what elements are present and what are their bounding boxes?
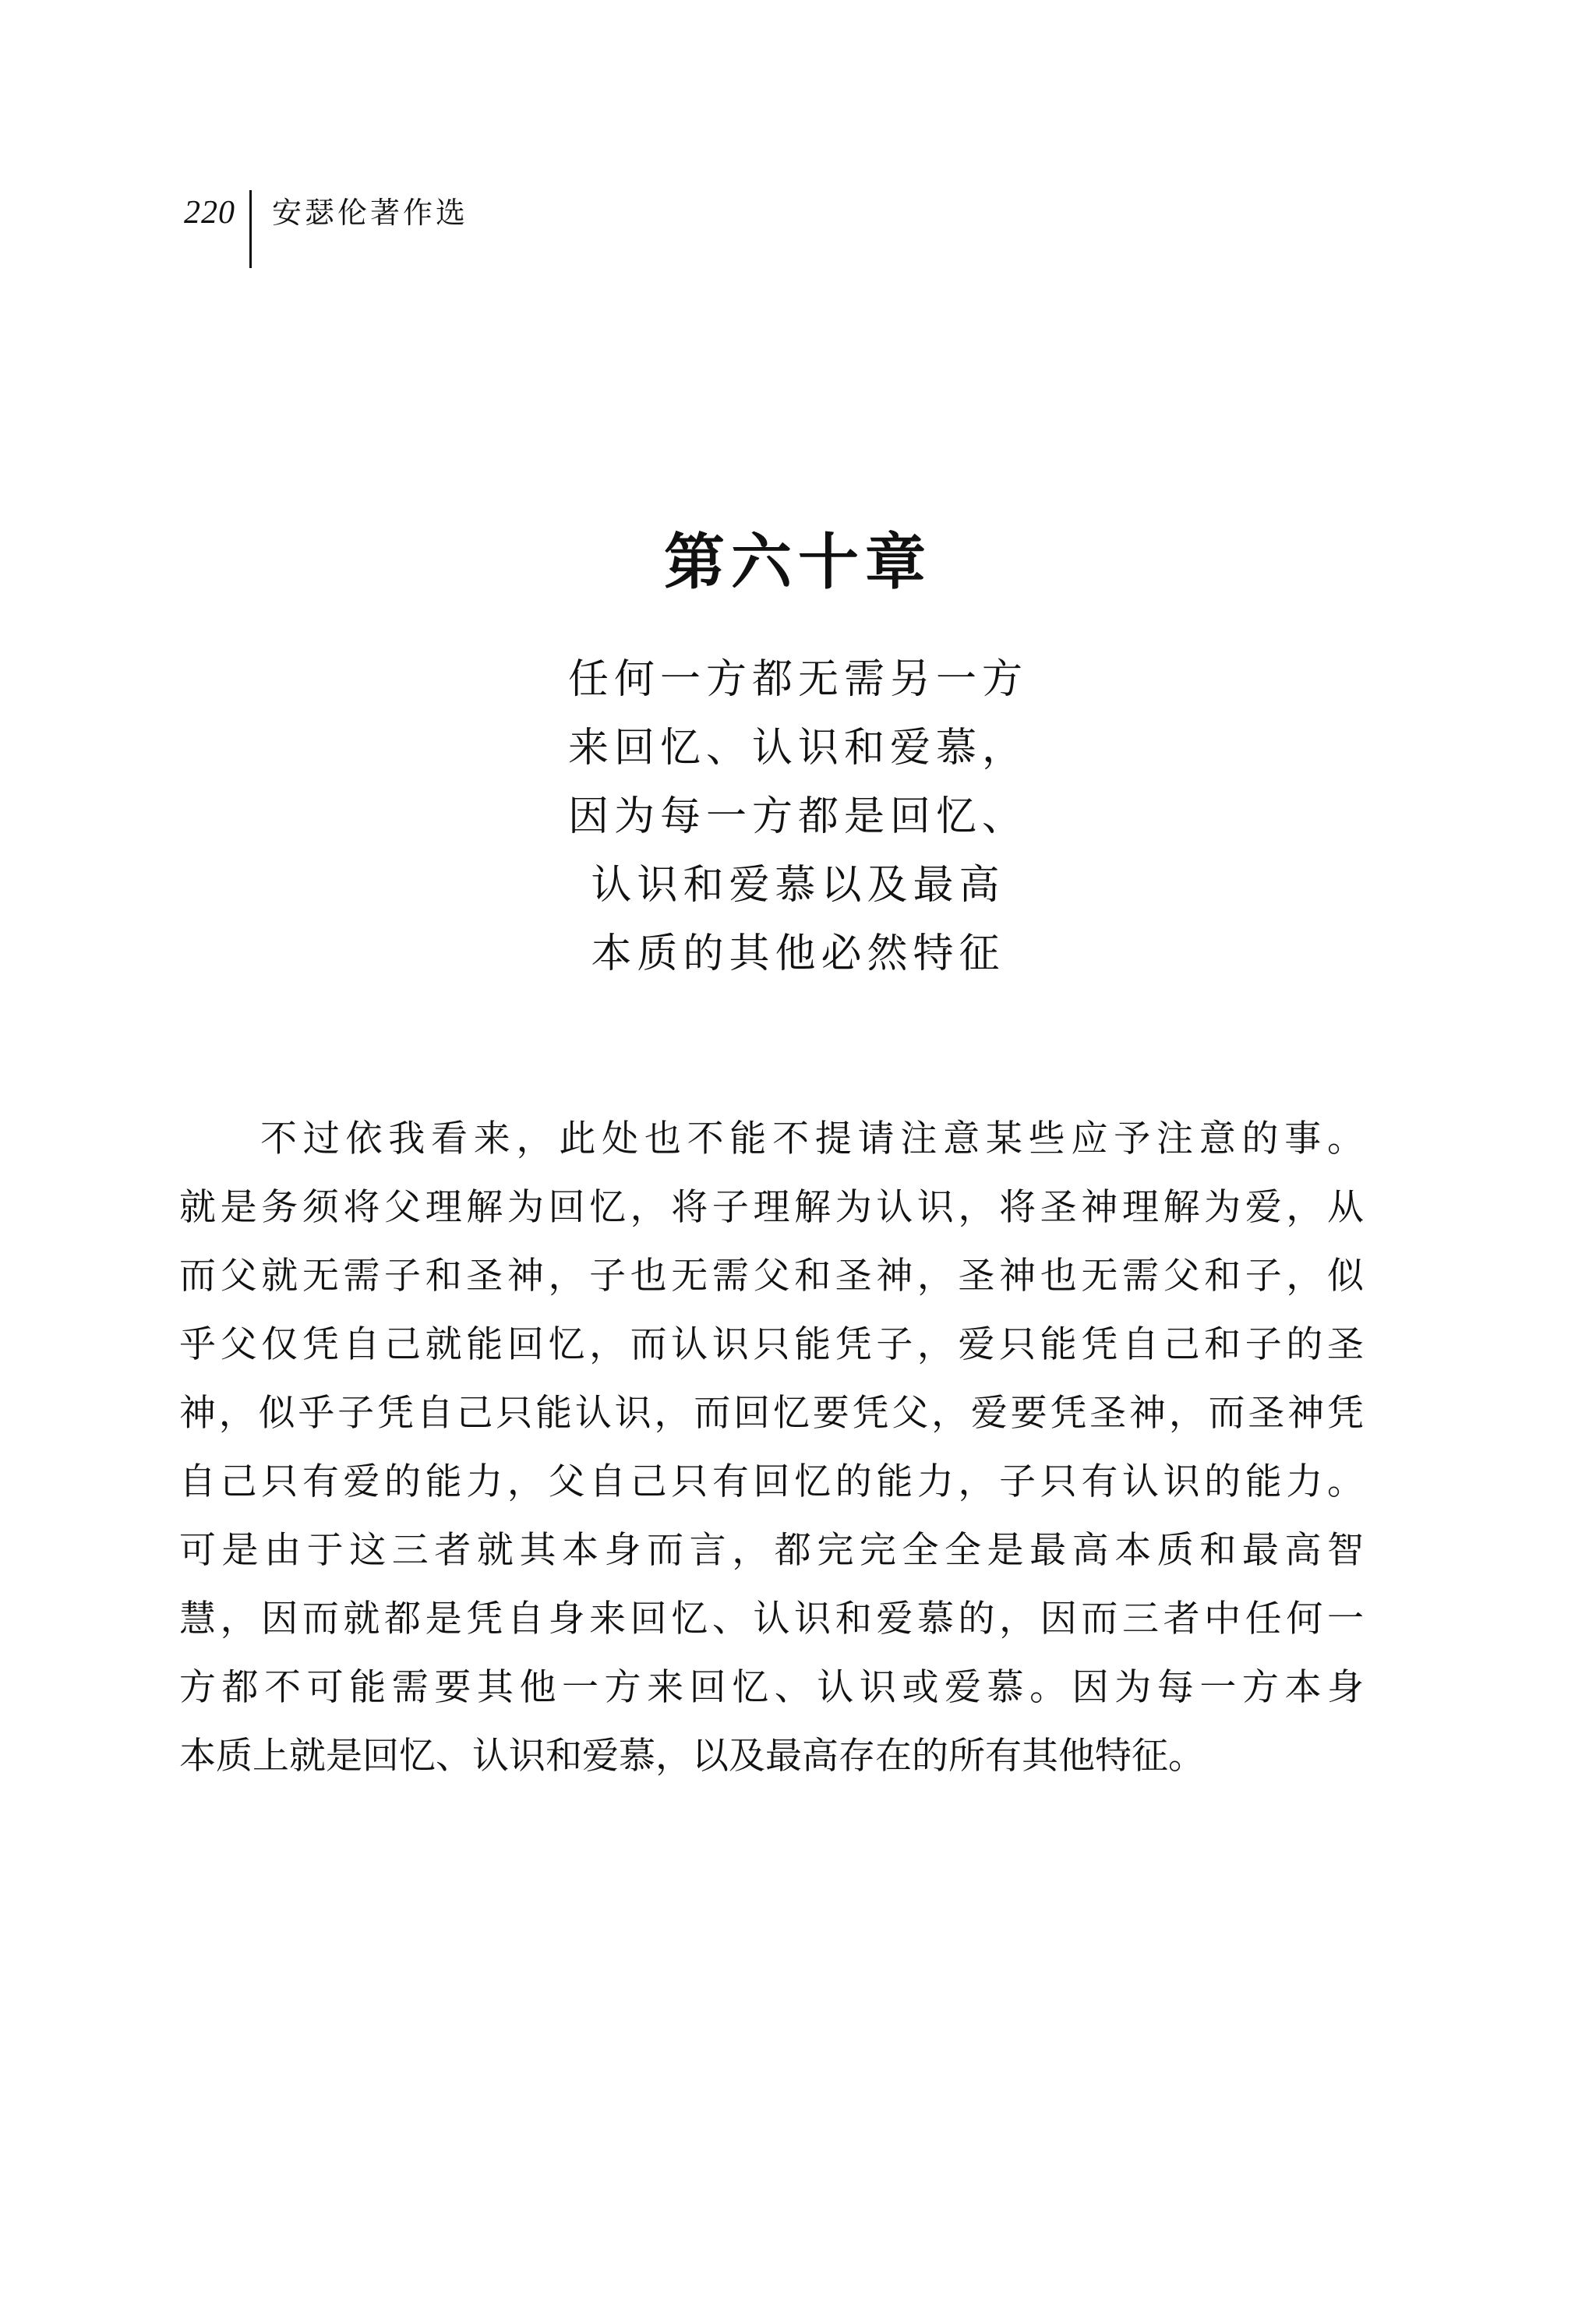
running-header: [184, 190, 468, 268]
subtitle-line: 来回忆、认识和爱慕，: [567, 725, 1028, 772]
body-line: 就是务须将父理解为回忆，将子理解为认识，将圣神理解为爱，从: [179, 1186, 1364, 1229]
chapter-subtitle: [0, 645, 1596, 988]
book-title: 安瑟伦著作选: [272, 196, 469, 230]
body-line: 本质上就是回忆、认识和爱慕，以及最高存在的所有其他特征。: [179, 1735, 1205, 1778]
body-line: 方都不可能需要其他一方来回忆、认识或爱慕。因为每一方本身: [179, 1666, 1364, 1709]
body-line: 自己只有爱的能力，父自己只有回忆的能力，子只有认识的能力。: [179, 1460, 1364, 1503]
body-line: 神，似乎子凭自己只能认识，而回忆要凭父，爱要凭圣神，而圣神凭: [179, 1392, 1364, 1435]
page-number: 220: [184, 195, 235, 231]
subtitle-line: 认识和爱慕以及最高: [591, 862, 1005, 909]
subtitle-line: 因为每一方都是回忆、: [567, 793, 1028, 840]
chapter-title: 第六十章: [663, 527, 932, 598]
subtitle-line: 任何一方都无需另一方: [567, 656, 1028, 703]
body-line: 慧，因而就都是凭自身来回忆、认识和爱慕的，因而三者中任何一: [179, 1598, 1364, 1640]
subtitle-line: 本质的其他必然特征: [591, 930, 1005, 977]
body-line: 而父就无需子和圣神，子也无需父和圣神，圣神也无需父和子，似: [179, 1255, 1364, 1298]
body-line: 乎父仅凭自己就能回忆，而认识只能凭子，爱只能凭自己和子的圣: [179, 1323, 1364, 1366]
body-line: 不过依我看来，此处也不能不提请注意某些应予注意的事。: [260, 1118, 1364, 1160]
body-line: 可是由于这三者就其本身而言，都完完全全是最高本质和最高智: [179, 1529, 1364, 1572]
body-paragraph: [179, 1105, 1364, 1791]
